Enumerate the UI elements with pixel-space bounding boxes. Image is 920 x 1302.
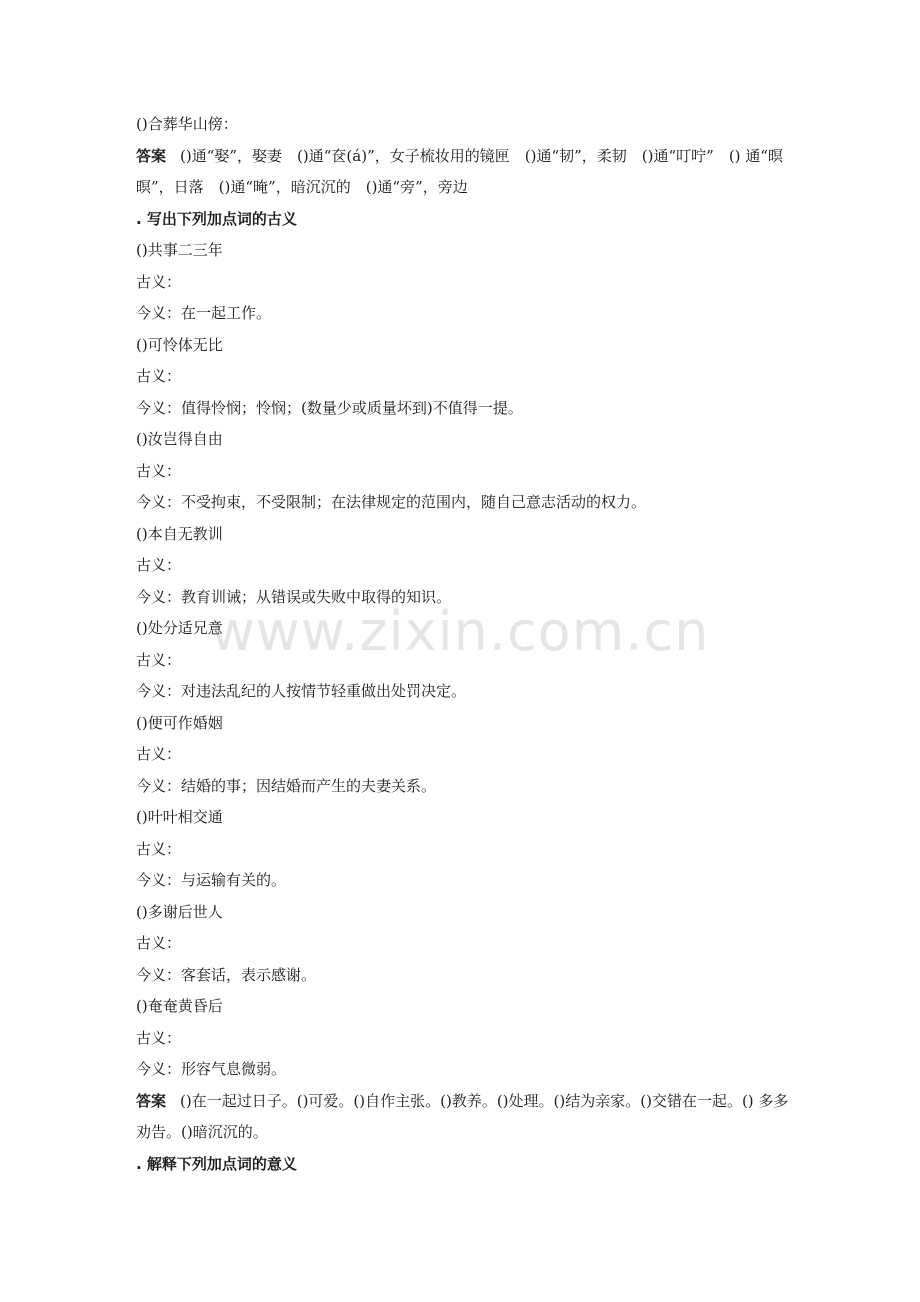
- modern-meaning: 今义：客套话，表示感谢。: [136, 965, 317, 984]
- ancient-meaning: 古义：: [136, 272, 182, 291]
- modern-meaning: 今义：值得怜悯；怜悯；(数量少或质量坏到)不值得一提。: [136, 398, 523, 417]
- answer-text: ()通“娶”，娶妻 ()通“奁(á)”，女子梳妆用的镜匣 ()通“韧”，柔韧 ()通“叮咛” () 通“暝暝”，日落 ()通“晻”，暗沉沉的 ()通“旁”，旁边: [136, 146, 783, 196]
- question-line: ()叶叶相交通: [136, 808, 223, 826]
- question-line: ()共事二三年: [136, 241, 223, 259]
- modern-meaning: 今义：教育训诫；从错误或失败中取得的知识。: [136, 587, 452, 606]
- section-heading: . 解释下列加点词的意义: [136, 1154, 297, 1173]
- ancient-meaning: 古义：: [136, 461, 182, 480]
- question-line: ()多谢后世人: [136, 902, 223, 921]
- modern-meaning: 今义：结婚的事；因结婚而产生的夫妻关系。: [136, 776, 437, 795]
- question-line: ()便可作婚姻: [136, 713, 223, 732]
- ancient-meaning: 古义：: [136, 934, 182, 952]
- answer-block-1: [136, 141, 796, 204]
- ancient-meaning: 古义：: [136, 745, 182, 763]
- answer-block-2: [136, 1086, 796, 1149]
- ancient-meaning: 古义：: [136, 839, 182, 858]
- question-line: ()可怜体无比: [136, 335, 223, 354]
- ancient-meaning: 古义：: [136, 367, 182, 385]
- ancient-meaning: 古义：: [136, 556, 182, 574]
- modern-meaning: 今义：对违法乱纪的人按情节轻重做出处罚决定。: [136, 682, 467, 700]
- modern-meaning: 今义：在一起工作。: [136, 304, 272, 322]
- modern-meaning: 今义：不受拘束，不受限制；在法律规定的范围内，随自己意志活动的权力。: [136, 493, 647, 511]
- question-line: ()合葬华山傍：: [136, 115, 238, 133]
- question-line: ()奄奄黄昏后: [136, 997, 223, 1015]
- question-line: ()汝岂得自由: [136, 430, 223, 448]
- modern-meaning: 今义：形容气息微弱。: [136, 1060, 287, 1078]
- document-body: [136, 109, 796, 1180]
- section-heading: . 写出下列加点词的古义: [136, 209, 297, 228]
- watermark: www.zixin.com.cn: [210, 600, 710, 663]
- answer-label: 答案: [136, 1091, 167, 1110]
- modern-meaning: 今义：与运输有关的。: [136, 871, 287, 889]
- answer-label: 答案: [136, 146, 167, 165]
- answer-text: ()在一起过日子。()可爱。()自作主张。()教养。()处理。()结为亲家。()交错在一起。() 多多劝告。()暗沉沉的。: [136, 1091, 789, 1141]
- ancient-meaning: 古义：: [136, 1028, 182, 1047]
- question-line: ()本自无教训: [136, 524, 223, 543]
- ancient-meaning: 古义：: [136, 650, 182, 669]
- question-line: ()处分适兄意: [136, 619, 223, 637]
